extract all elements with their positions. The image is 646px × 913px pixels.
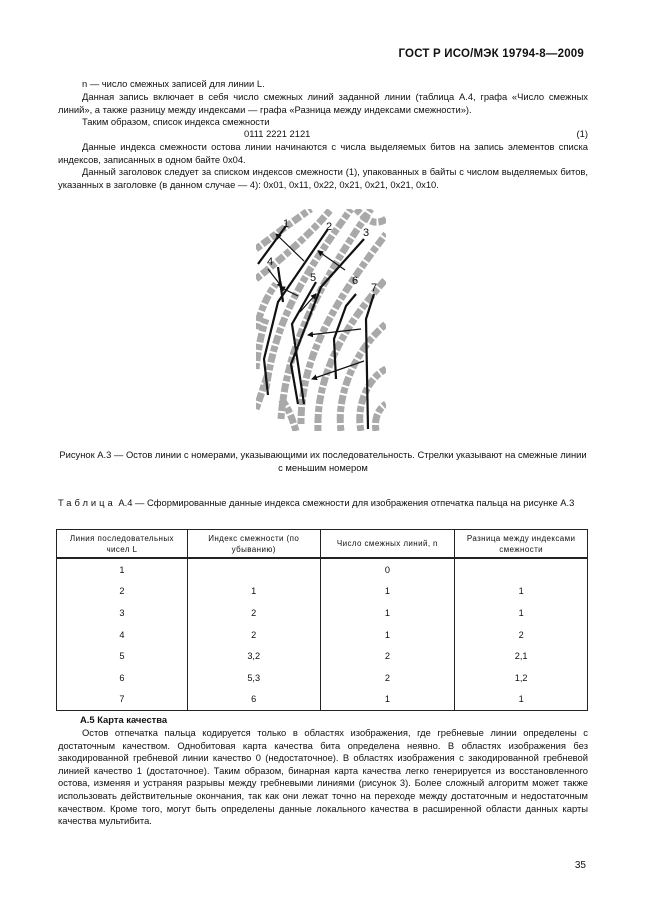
table-caption [58, 497, 588, 510]
table-cell: 5 [57, 645, 188, 667]
table-row [57, 624, 588, 646]
table-cell: 1 [455, 689, 588, 711]
table-caption-label: Таблица [58, 497, 116, 508]
table-row [57, 558, 588, 581]
section-paragraph: Остов отпечатка пальца кодируется только в областях изображения, где гребневые линии определены с достаточным качеством. Однобитовая карта качества бита определена неявно. В областях изображения без закодированной гребневой линии качество 0 (недостаточное). В областях изображения с закодированной гребневой линией качество 1 (достаточное). Таким образом, бинарная карта качества легко генерируется из восстановленного остова, изменяя и устраняя разрывы между гребневыми линиями (рисунок 3). Более сложный алгоритм может также использовать действительные окончания, так как они лежат точно на переходе между достаточным и недостаточным качеством. Кроме того, могут быть определены данные локального качества в расширенной области данных карты качества мультибита. [58, 727, 588, 827]
figure-label: 4 [267, 256, 274, 268]
table-cell [187, 558, 320, 581]
table-cell: 2 [320, 645, 455, 667]
table-cell: 7 [57, 689, 188, 711]
n-definition-text: n — число смежных записей для линии L. [82, 78, 265, 89]
table-header: Разница между индексами смежности [455, 530, 588, 559]
table-cell: 1 [187, 581, 320, 603]
table-header: Линия последовательных чисел L [57, 530, 188, 559]
fingerprint-skeleton-figure [256, 209, 386, 431]
adjacency-table [56, 529, 588, 711]
table-cell: 1 [57, 558, 188, 581]
table-cell: 4 [57, 624, 188, 646]
table-cell: 2 [455, 624, 588, 646]
table-cell [455, 558, 588, 581]
table-cell: 6 [57, 667, 188, 689]
figure-caption: Рисунок А.3 — Остов линии с номерами, указывающими их последовательность. Стрелки указывают на смежные линии с меньшим номером [59, 449, 587, 473]
page-number: 35 [574, 860, 586, 871]
table-cell: 1 [320, 624, 455, 646]
n-definition [58, 78, 588, 91]
table-cell: 3 [57, 602, 188, 624]
figure-label: 5 [310, 272, 317, 284]
paragraph-1: Данная запись включает в себя число смежных линий заданной линии (таблица А.4, графа «Число смежных линий», а также разницу между индексами — графа «Разница между индексами смежности»). [58, 91, 588, 115]
table-cell: 1 [320, 689, 455, 711]
table-header: Индекс смежности (по убыванию) [187, 530, 320, 559]
table-row [57, 689, 588, 711]
table-cell: 2 [187, 602, 320, 624]
table-row [57, 581, 588, 603]
table-cell: 3,2 [187, 645, 320, 667]
table-cell: 1 [320, 602, 455, 624]
paragraph-4: Данный заголовок следует за списком индексов смежности (1), упакованных в байты с числом выделяемых битов, указанных в заголовке (в данном случае — 4): 0х01, 0х11, 0х22, 0х21, 0х21, 0х21, 0х10. [58, 166, 588, 190]
table-cell: 2 [187, 624, 320, 646]
figure-label: 3 [363, 227, 370, 239]
formula-number: (1) [576, 128, 588, 139]
table-cell: 1 [320, 581, 455, 603]
table-row [57, 602, 588, 624]
paragraph-2: Таким образом, список индекса смежности [82, 116, 270, 127]
figure-label: 2 [326, 221, 333, 233]
table-caption-text: А.4 — Сформированные данные индекса смежности для изображения отпечатка пальца на рисунке А.3 [118, 497, 575, 508]
section-title: А.5 Карта качества [80, 714, 168, 725]
table-row [57, 667, 588, 689]
table-header: Число смежных линий, n [320, 530, 455, 559]
table-cell: 1 [455, 581, 588, 603]
figure-label: 6 [352, 275, 359, 287]
table-cell: 2 [57, 581, 188, 603]
figure-label: 1 [283, 218, 290, 230]
table-cell: 6 [187, 689, 320, 711]
table-cell: 1 [455, 602, 588, 624]
table-cell: 1,2 [455, 667, 588, 689]
figure-label: 7 [371, 282, 378, 294]
table-cell: 2 [320, 667, 455, 689]
table-cell: 5,3 [187, 667, 320, 689]
table-cell: 2,1 [455, 645, 588, 667]
formula-text: 0111 2221 2121 [244, 128, 311, 139]
paragraph-3: Данные индекса смежности остова линии начинаются с числа выделяемых битов на запись элементов списка индексов, записанных в одном байте 0х04. [58, 141, 588, 165]
document-header: ГОСТ Р ИСО/МЭК 19794-8—2009 [398, 48, 584, 60]
table-row [57, 645, 588, 667]
table-cell: 0 [320, 558, 455, 581]
